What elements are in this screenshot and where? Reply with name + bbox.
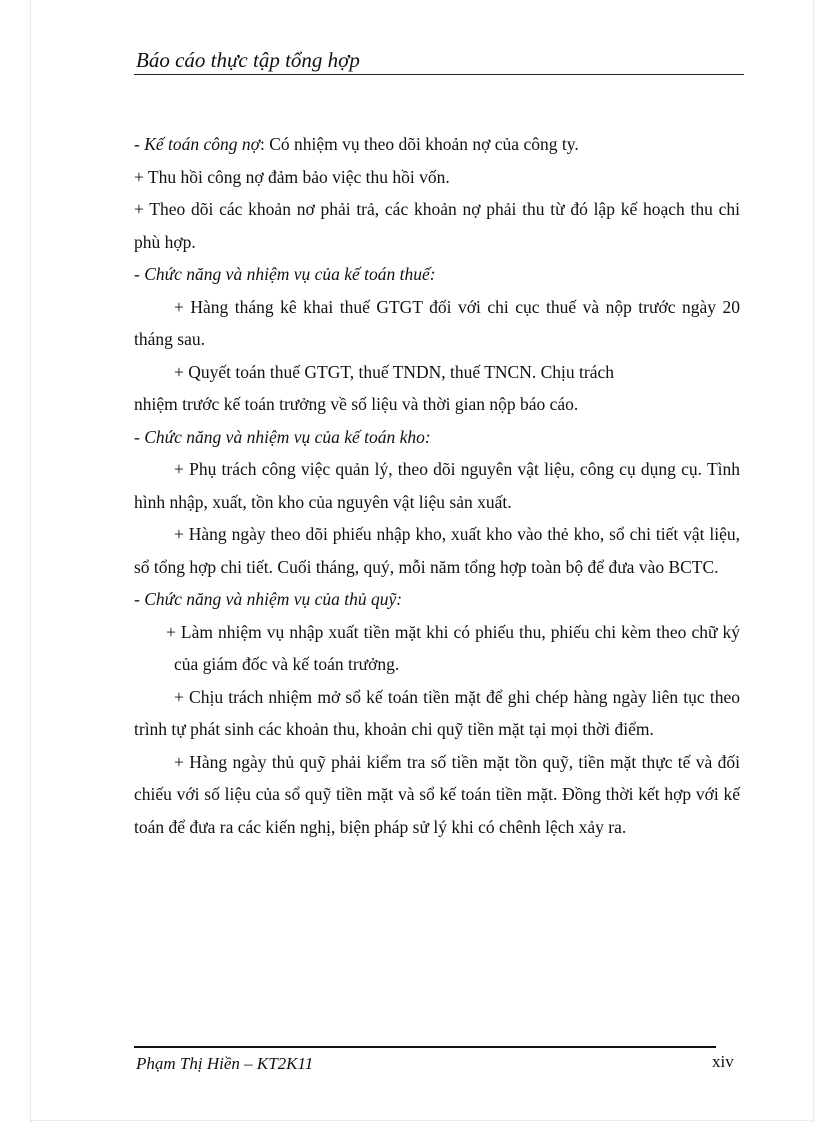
- header-rule: [134, 74, 744, 75]
- paragraph-so-ke-toan-tien-mat: + Chịu trách nhiệm mở sổ kế toán tiền mặt để ghi chép hàng ngày liên tục theo trình tự phát sinh các khoản thu, khoản chi quỹ tiền mặt tại mọi thời điểm.: [134, 686, 740, 739]
- heading-ke-toan-thue: - Chức năng và nhiệm vụ của kế toán thuế:: [134, 264, 436, 284]
- paragraph-theo-doi-khoan-no: + Theo dõi các khoản nơ phải trả, các khoản nợ phải thu từ đó lập kế hoạch thu chi phù hợp.: [134, 199, 740, 252]
- paragraph-kiem-tra-tien-mat: + Hàng ngày thủ quỹ phải kiểm tra số tiền mặt tồn quỹ, tiền mặt thực tế và đối chiếu với số liệu của sổ quỹ tiền mặt và sổ kế toán tiền mặt. Đồng thời kết hợp với kế toán để đưa ra các kiến nghị, biện pháp sử lý khi có chênh lệch xảy ra.: [134, 751, 740, 837]
- footer-rule: [134, 1046, 716, 1048]
- term-ke-toan-cong-no: Kế toán công nợ: [144, 134, 260, 154]
- heading-ke-toan-kho: - Chức năng và nhiệm vụ của kế toán kho:: [134, 426, 431, 447]
- paragraph-text: : Có nhiệm vụ theo dõi khoản nợ của công ty.: [260, 134, 579, 154]
- paragraph-quyet-toan-thue: + Quyết toán thuế GTGT, thuế TNDN, thuế TNCN. Chịu trách: [174, 361, 615, 382]
- paragraph-thu-hoi-cong-no: + Thu hồi công nợ đảm bảo việc thu hồi vốn.: [134, 166, 450, 187]
- paragraph-phieu-nhap-kho: + Hàng ngày theo dõi phiếu nhập kho, xuất kho vào thẻ kho, sổ chi tiết vật liệu, sổ tổng hợp chi tiết. Cuối tháng, quý, mỗi năm tổng hợp toàn bộ để đưa vào BCTC.: [134, 524, 740, 577]
- header-title: Báo cáo thực tập tổng hợp: [136, 48, 360, 72]
- paragraph-quyet-toan-thue-cont: nhiệm trước kế toán trưởng về số liệu và thời gian nộp báo cáo.: [134, 394, 579, 414]
- document-body: [134, 128, 740, 843]
- page-bottom-edge: [30, 1120, 814, 1121]
- footer-author: Phạm Thị Hiền – KT2K11: [136, 1054, 314, 1073]
- page-number: xiv: [712, 1052, 734, 1071]
- paragraph-phu-trach-kho: + Phụ trách công việc quản lý, theo dõi nguyên vật liệu, công cụ dụng cụ. Tình hình nhập, xuất, tồn kho của nguyên vật liệu sản xuất.: [134, 459, 740, 512]
- paragraph-ke-khai-thue: + Hàng tháng kê khai thuế GTGT đối với chi cục thuế và nộp trước ngày 20 tháng sau.: [134, 296, 740, 349]
- paragraph-nhap-xuat-tien-mat: + Làm nhiệm vụ nhập xuất tiền mặt khi có phiếu thu, phiếu chi kèm theo chữ ký của giám đốc và kế toán trưởng.: [166, 621, 740, 674]
- heading-thu-quy: - Chức năng và nhiệm vụ của thủ quỹ:: [134, 589, 403, 609]
- paragraph-ke-toan-cong-no: [134, 128, 740, 161]
- bullet-dash: -: [134, 134, 145, 154]
